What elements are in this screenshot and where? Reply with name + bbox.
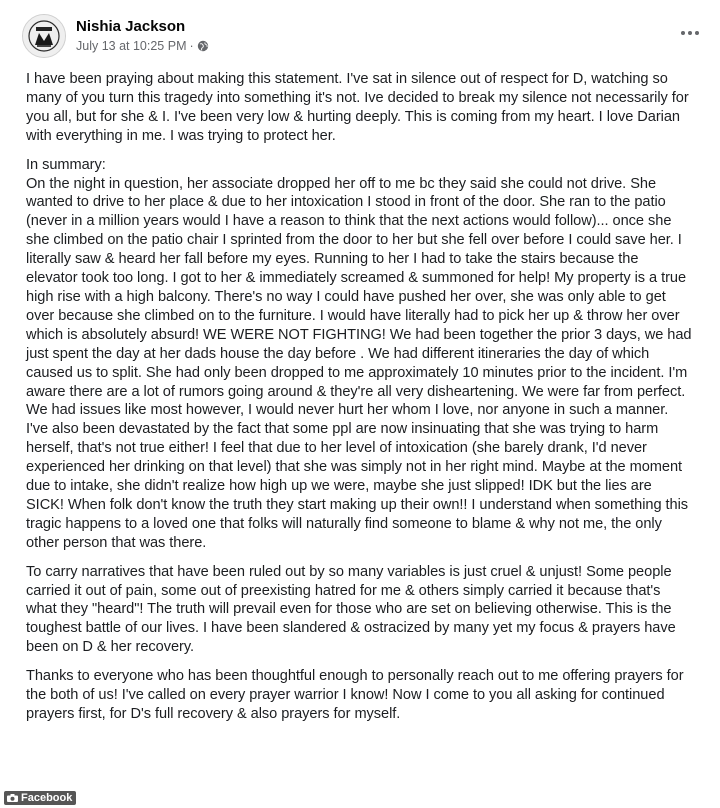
more-dot xyxy=(688,31,692,35)
post-paragraph: To carry narratives that have been ruled out by so many variables is just cruel & unjust! Some people carried it out of pain, some out of preexisting hatred for me & others simply carried it because that's what they "heard"! The truth will prevail even for those who are set on believing otherwise. This is the toughest battle of our lives. I have been slandered & ostracized by many yet my focus & prayers have been on D & her recovery. xyxy=(26,563,676,656)
meta-separator: · xyxy=(189,39,194,53)
avatar-image xyxy=(23,15,65,57)
more-dot xyxy=(681,31,685,35)
avatar[interactable] xyxy=(22,14,66,58)
post-timestamp[interactable]: July 13 at 10:25 PM xyxy=(76,39,187,53)
more-options-icon[interactable] xyxy=(678,26,702,40)
post-paragraph: In summary: On the night in question, her associate dropped her off to me bc they said she could not drive. She wanted to drive to her place & due to her intoxication I stood in front of the door. She ran to the patio (never in a million years would I have a reason to think that the next actions would follow)... once she she climbed on the patio chair I sprinted from the door to her but she fell over before I could save her. I literally saw & heard her fall before my eyes. Running to her I had to take the stairs because the elevator took too long. I got to her & immediately screamed & summoned for help! My property is a true high rise with a high balcony. There's no way I could have pushed her over, she was only able to get over because she climbed on to the furniture. I would have literally had to pick her up & throw her over which is absolutely absurd! WE WERE NOT FIGHTING! We had been together the prior 3 days, we had just spent the day at her dads house the day before . We had different itineraries the day of which caused us to split. She had only been dropped to me approximately 10 minutes prior to the incident. I'm aware there are a lot of rumors going around & they're all very disheartening. We were far from perfect. We had issues like most however, I would never hurt her whom I love, nor anyone in such a manner. I've also been devastated by the fact that some ppl are now insinuating that she was trying to harm herself, that's not true either! I feel that due to her level of intoxication (she barely drank, I'd never experienced her drinking on that level) that she was simply not in her right mind. Maybe at the moment due to intake, she didn't realize how high up we were, maybe she just slipped! IDK but the lies are SICK! When folk don't know the truth they start making up their own!! I understand when something this tragic happens to a loved one that folks will naturally find someone to blame & why not me, the only other person that was there. xyxy=(26,156,692,551)
camera-icon xyxy=(7,794,18,802)
photo-credit-label: Facebook xyxy=(21,792,73,804)
post-paragraph: I have been praying about making this statement. I've sat in silence out of respect for D, watching so many of you turn this tragedy into something it's not. Ive decided to break my silence not necessarily for you all, but for she & I. I've been very low & hurting deeply. This is coming from my heart. I love Darian with everything in me. I was trying to protect her. xyxy=(26,71,689,144)
more-dot xyxy=(695,31,699,35)
post-meta xyxy=(76,39,209,53)
post-body xyxy=(26,70,692,734)
globe-icon xyxy=(197,40,209,52)
post-paragraph: Thanks to everyone who has been thoughtful enough to personally reach out to me offering prayers for the both of us! I've called on every prayer warrior I know! Now I come to you all asking for continued prayers first, for D's full recovery & also prayers for myself. xyxy=(26,668,684,722)
post-header xyxy=(22,14,702,60)
author-name[interactable]: Nishia Jackson xyxy=(76,18,186,35)
photo-credit-badge xyxy=(4,791,76,805)
